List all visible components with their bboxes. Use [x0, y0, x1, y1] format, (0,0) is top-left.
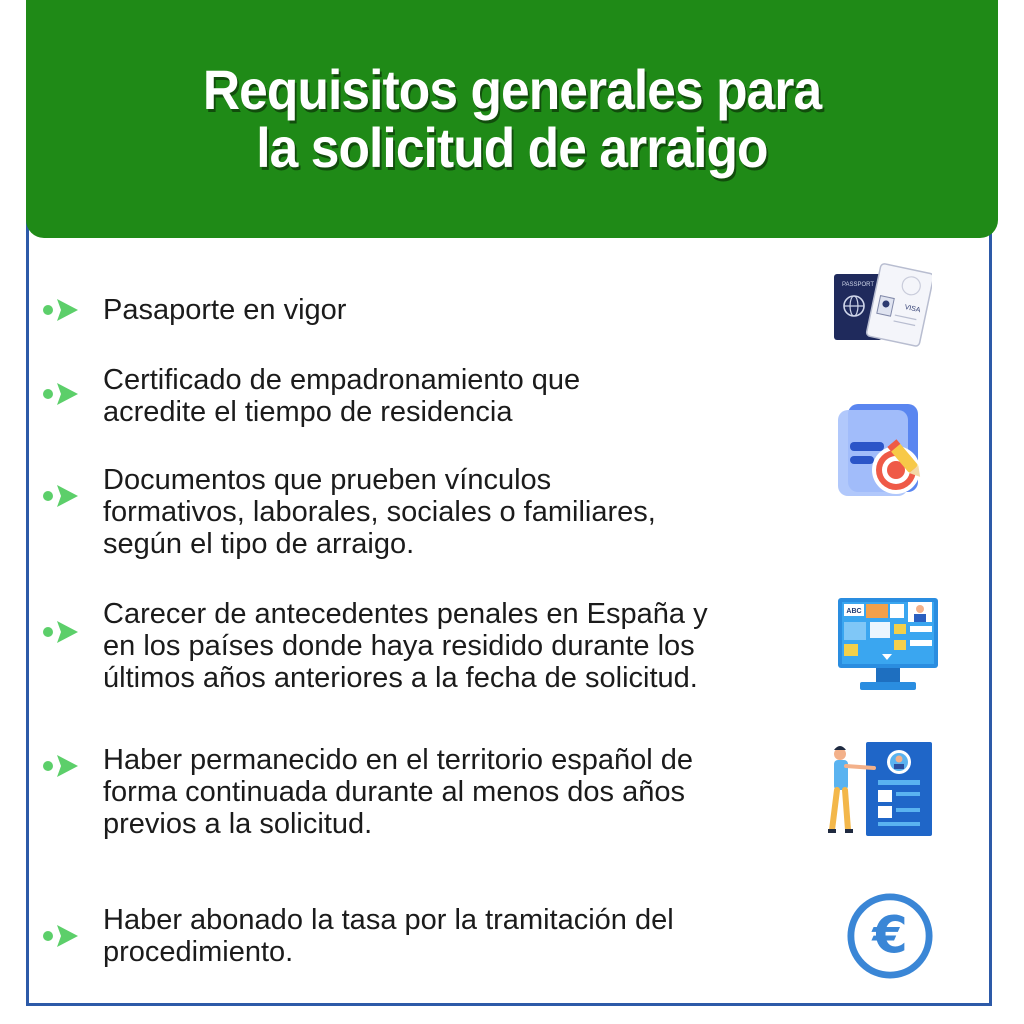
- requirement-line: Haber abonado la tasa por la tramitación del: [103, 904, 674, 936]
- header-banner: [26, 0, 998, 238]
- monitor-dashboard-icon: [836, 596, 940, 696]
- requirement-line: acredite el tiempo de residencia: [103, 396, 513, 428]
- requirement-line: formativos, laborales, sociales o familiares,: [103, 496, 656, 528]
- document-target-icon: [834, 400, 934, 500]
- requirement-line: previos a la solicitud.: [103, 808, 373, 840]
- requirement-line: en los países donde haya residido durante los: [103, 630, 695, 662]
- euro-coin-icon: [846, 892, 934, 980]
- requirement-text: [103, 598, 803, 694]
- requirement-line: Certificado de empadronamiento que: [103, 364, 581, 396]
- person-profile-board-icon: [826, 738, 936, 838]
- requirement-line: según el tipo de arraigo.: [103, 528, 415, 560]
- requirement-line: Pasaporte en vigor: [103, 294, 347, 326]
- arrow-bullet-icon: [42, 752, 82, 780]
- page-title-line-1: Requisitos generales para: [202, 58, 822, 121]
- visa-label: VISA: [903, 303, 921, 315]
- requirement-text: [103, 904, 803, 968]
- requirement-text: [103, 744, 803, 840]
- monitor-label: ABC: [846, 608, 862, 615]
- requirement-line: Haber permanecido en el territorio español de: [103, 744, 694, 776]
- requirement-text: [103, 464, 803, 560]
- euro-symbol: €: [872, 905, 908, 965]
- requirement-line: Carecer de antecedentes penales en España y: [103, 598, 708, 630]
- arrow-bullet-icon: [42, 482, 82, 510]
- passport-label: PASSPORT: [841, 282, 875, 288]
- page-title-line-2: la solicitud de arraigo: [256, 116, 768, 179]
- arrow-bullet-icon: [42, 618, 82, 646]
- arrow-bullet-icon: [42, 922, 82, 950]
- arrow-bullet-icon: [42, 296, 82, 324]
- requirement-text: [103, 294, 803, 326]
- requirement-text: [103, 364, 803, 428]
- arrow-bullet-icon: [42, 380, 82, 408]
- requirement-line: últimos años anteriores a la fecha de solicitud.: [103, 662, 698, 694]
- requirement-line: Documentos que prueben vínculos: [103, 464, 552, 496]
- requirement-line: forma continuada durante al menos dos años: [103, 776, 685, 808]
- passport-icon: [832, 262, 932, 352]
- requirement-line: procedimiento.: [103, 936, 294, 968]
